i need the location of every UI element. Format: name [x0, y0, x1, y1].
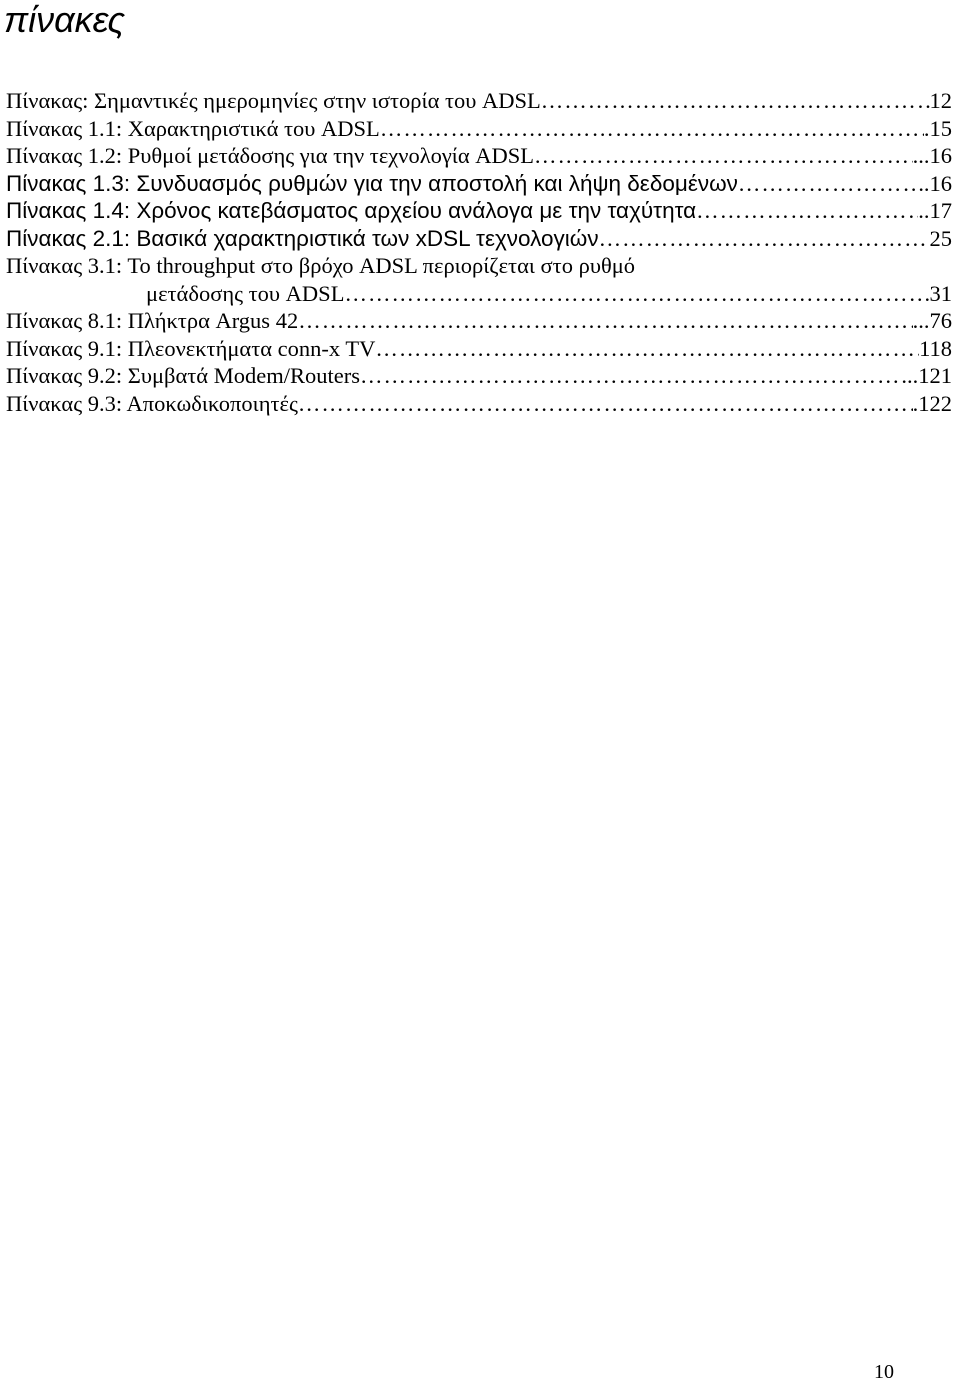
toc-entry-label-continued: μετάδοσης του ADSL — [146, 280, 345, 306]
toc-entry-label: Πίνακας 9.2: Συμβατά Modem/Routers — [6, 363, 360, 388]
toc-entry-label: Πίνακας 1.2: Ρυθμοί μετάδοσης για την τεχνολογία ADSL — [6, 143, 535, 168]
toc-entry[interactable] — [6, 335, 952, 363]
dot-leader — [360, 362, 901, 390]
dot-leader — [738, 170, 924, 198]
table-list — [6, 87, 952, 417]
toc-entry[interactable] — [6, 307, 952, 335]
dot-leader — [344, 280, 929, 308]
toc-entry-page: ...76 — [912, 308, 952, 333]
toc-entry-page: 31 — [929, 280, 952, 306]
toc-entry-page: 118 — [919, 335, 952, 361]
toc-entry-page: .16 — [923, 170, 952, 196]
dot-leader — [375, 335, 919, 363]
toc-entry-page: 12 — [929, 88, 952, 113]
toc-entry-page: 25 — [929, 225, 952, 251]
dot-leader — [541, 87, 930, 115]
toc-entry[interactable] — [6, 197, 952, 225]
toc-entry-page: .122 — [912, 390, 952, 416]
toc-entry-label: Πίνακας 8.1: Πλήκτρα Argus 42 — [6, 308, 299, 333]
dot-leader — [534, 142, 913, 170]
dot-leader — [298, 307, 912, 335]
toc-entry-label: Πίνακας 9.1: Πλεονεκτήματα conn-x TV — [6, 335, 376, 361]
page-title: πίνακες — [4, 0, 126, 40]
toc-entry-label: Πίνακας 9.3: Αποκωδικοποιητές — [6, 390, 298, 416]
toc-entry[interactable] — [6, 115, 952, 143]
toc-entry[interactable] — [6, 142, 952, 170]
toc-entry-label: Πίνακας 2.1: Βασικά χαρακτηριστικά των xDSL τεχνολογιών — [6, 225, 599, 251]
toc-entry-label: Πίνακας: Σημαντικές ημερομηνίες στην ιστορία του ADSL — [6, 88, 541, 113]
toc-entry-label: Πίνακας 1.3: Συνδυασμός ρυθμών για την αποστολή και λήψη δεδομένων — [6, 170, 738, 196]
toc-entry[interactable] — [6, 252, 952, 307]
toc-entry-page: ...121 — [901, 363, 952, 388]
page-number: 10 — [874, 1361, 894, 1383]
toc-entry[interactable] — [6, 390, 952, 418]
dot-leader — [696, 197, 918, 225]
toc-entry-page: .15 — [923, 115, 952, 141]
toc-entry-label: Πίνακας 1.1: Χαρακτηριστικά του ADSL — [6, 115, 380, 141]
dot-leader — [599, 225, 930, 253]
toc-entry-label: Πίνακας 3.1: Το throughput στο βρόχο ADSL περιορίζεται στο ρυθμό — [6, 253, 636, 278]
toc-entry-page: ...16 — [912, 143, 952, 168]
toc-entry-page: ..17 — [918, 198, 952, 223]
toc-entry[interactable] — [6, 87, 952, 115]
toc-entry[interactable] — [6, 170, 952, 198]
dot-leader — [298, 390, 913, 418]
toc-entry[interactable] — [6, 225, 952, 253]
dot-leader — [380, 115, 924, 143]
toc-entry-label: Πίνακας 1.4: Χρόνος κατεβάσματος αρχείου ανάλογα με την ταχύτητα — [6, 198, 697, 223]
toc-entry[interactable] — [6, 362, 952, 390]
